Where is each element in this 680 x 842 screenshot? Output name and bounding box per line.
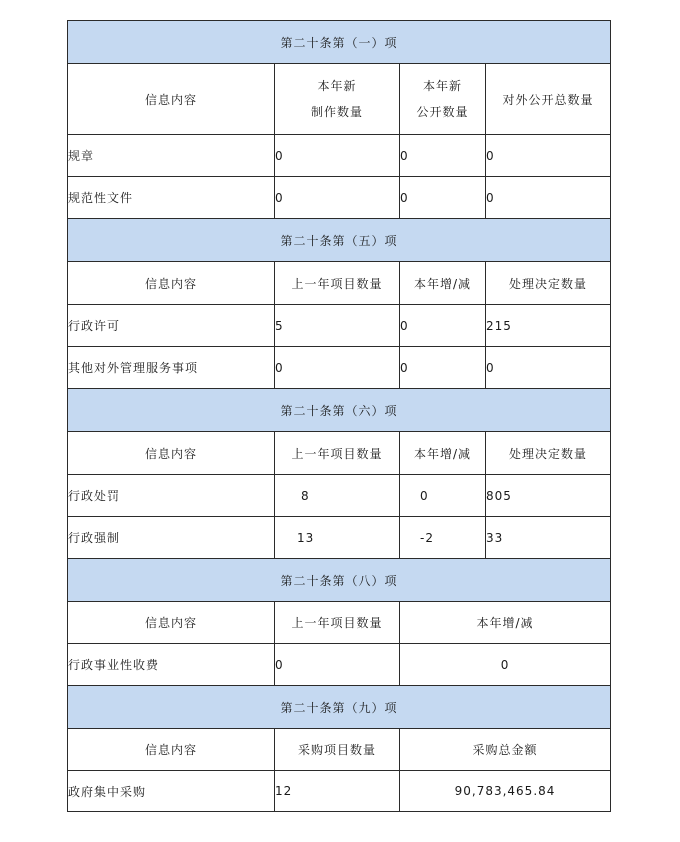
cell-value: 0 (486, 177, 611, 219)
section-header-row (68, 389, 611, 432)
cell-value: 90,783,465.84 (400, 771, 611, 812)
column-header-row (68, 729, 611, 771)
section-header-row (68, 21, 611, 64)
table-row (68, 644, 611, 686)
table-row (68, 475, 611, 517)
column-header-row (68, 432, 611, 475)
row-label: 政府集中采购 (68, 771, 275, 812)
column-header-line: 本年新 (422, 79, 462, 93)
section-title: 第二十条第（五）项 (68, 219, 611, 262)
column-header: 信息内容 (68, 602, 275, 644)
column-header: 信息内容 (68, 64, 275, 135)
cell-value: 0 (400, 347, 486, 389)
row-label: 行政事业性收费 (68, 644, 275, 686)
column-header: 上一年项目数量 (275, 262, 400, 305)
section-header-row (68, 219, 611, 262)
table-row (68, 771, 611, 812)
cell-value: 215 (486, 305, 611, 347)
cell-value: 0 (400, 644, 611, 686)
column-header-line: 本年新 (317, 79, 357, 93)
cell-value: 805 (486, 475, 611, 517)
column-header: 处理决定数量 (486, 432, 611, 475)
table-row (68, 347, 611, 389)
column-header-row (68, 602, 611, 644)
column-header-row (68, 64, 611, 135)
column-header: 采购总金额 (400, 729, 611, 771)
cell-value: 0 (486, 135, 611, 177)
cell-value: 0 (400, 305, 486, 347)
cell-value: 0 (275, 177, 400, 219)
cell-value: 8 (275, 475, 400, 517)
row-label: 其他对外管理服务事项 (68, 347, 275, 389)
column-header: 信息内容 (68, 262, 275, 305)
cell-value: 0 (400, 177, 486, 219)
disclosure-report-table (67, 20, 611, 812)
section-header-row (68, 559, 611, 602)
column-header-row (68, 262, 611, 305)
row-label: 行政强制 (68, 517, 275, 559)
column-header-line: 制作数量 (310, 105, 363, 119)
column-header-line: 公开数量 (416, 105, 469, 119)
section-title: 第二十条第（九）项 (68, 686, 611, 729)
column-header: 本年增/减 (400, 602, 611, 644)
table-row (68, 305, 611, 347)
cell-value: 0 (275, 135, 400, 177)
table-row (68, 135, 611, 177)
table-row (68, 517, 611, 559)
row-label: 规章 (68, 135, 275, 177)
column-header: 采购项目数量 (275, 729, 400, 771)
column-header: 上一年项目数量 (275, 432, 400, 475)
cell-value: 13 (275, 517, 400, 559)
table-row (68, 177, 611, 219)
row-label: 行政处罚 (68, 475, 275, 517)
column-header: 本年增/减 (400, 262, 486, 305)
row-label: 行政许可 (68, 305, 275, 347)
section-title: 第二十条第（六）项 (68, 389, 611, 432)
cell-value: 5 (275, 305, 400, 347)
column-header: 信息内容 (68, 432, 275, 475)
column-header (400, 64, 486, 135)
column-header: 对外公开总数量 (486, 64, 611, 135)
cell-value: 0 (275, 644, 400, 686)
column-header: 本年增/减 (400, 432, 486, 475)
column-header: 上一年项目数量 (275, 602, 400, 644)
section-header-row (68, 686, 611, 729)
cell-value: 12 (275, 771, 400, 812)
section-title: 第二十条第（一）项 (68, 21, 611, 64)
column-header (275, 64, 400, 135)
cell-value: 33 (486, 517, 611, 559)
row-label: 规范性文件 (68, 177, 275, 219)
column-header: 信息内容 (68, 729, 275, 771)
section-title: 第二十条第（八）项 (68, 559, 611, 602)
cell-value: 0 (400, 135, 486, 177)
cell-value: 0 (275, 347, 400, 389)
cell-value: 0 (400, 475, 486, 517)
cell-value: -2 (400, 517, 486, 559)
column-header: 处理决定数量 (486, 262, 611, 305)
cell-value: 0 (486, 347, 611, 389)
